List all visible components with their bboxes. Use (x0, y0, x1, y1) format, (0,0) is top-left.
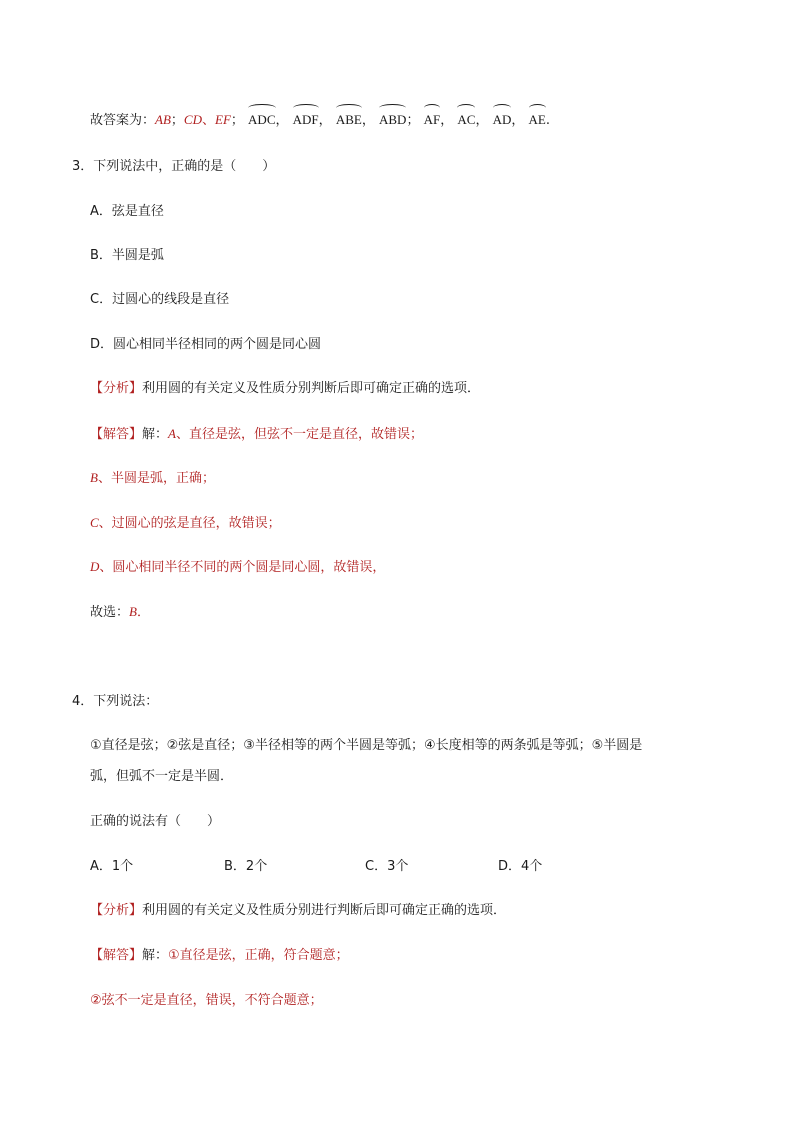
q3-option-d: D．圆心相同半径相同的两个圆是同心圆 (90, 337, 322, 352)
answer-line (90, 108, 550, 131)
q4-option-b: B．2个 (224, 859, 268, 874)
q3-solution-line-2 (90, 468, 215, 489)
analysis-tag: 【分析】 (90, 903, 143, 918)
q3-option-c: C．过圆心的线段是直径 (90, 292, 230, 307)
solution-letter: A (168, 426, 176, 441)
analysis-tag: 【分析】 (90, 381, 143, 396)
arc-label: AF (424, 108, 441, 130)
arc-label: AE (529, 108, 546, 130)
choose-letter: B (129, 604, 137, 619)
arc-semicolon: ； (406, 113, 420, 128)
arc-comma: ， (440, 113, 454, 128)
question-3-stem: 3．下列说法中，正确的是（ ） (72, 159, 276, 174)
answer-ab: AB (155, 112, 171, 127)
choose-prefix: 故选： (90, 605, 130, 620)
solution-tag: 【解答】 (90, 427, 143, 442)
solution-text: 、圆心相同半径不同的两个圆是同心圆，故错误， (99, 560, 386, 575)
q3-analysis (90, 379, 480, 399)
solution-prefix: 解： (142, 948, 169, 963)
q4-analysis (90, 901, 506, 921)
solution-text: ②弦不一定是直径，错误，不符合题意； (90, 993, 323, 1008)
q3-solution-line-3 (90, 513, 281, 534)
q3-solution-line-4 (90, 557, 385, 578)
q3-option-a: A．弦是直径 (90, 204, 164, 219)
arc-label: ABE (336, 108, 362, 130)
solution-text: 、直径是弦，但弦不一定是直径，故错误； (175, 427, 423, 442)
q4-statement-line-1: ①直径是弦；②弦是直径；③半径相等的两个半圆是等弧；④长度相等的两条弧是等弧；⑤半圆是 (90, 738, 643, 753)
arc-label: ADC (248, 108, 275, 130)
solution-letter: B (90, 470, 98, 485)
arc-label: AD (493, 108, 512, 130)
solution-text: ①直径是弦，正确，符合题意； (168, 948, 349, 963)
arc-comma: ， (361, 113, 375, 128)
arc-label: ABD (379, 108, 406, 130)
arc-comma: ， (275, 113, 289, 128)
solution-letter: D (90, 559, 100, 574)
q4-option-a: A．1个 (90, 859, 134, 874)
q4-option-c: C．3个 (365, 859, 409, 874)
answer-end: . (545, 113, 551, 128)
q3-choose (90, 602, 150, 623)
analysis-text: 利用圆的有关定义及性质分别进行判断后即可确定正确的选项． (142, 903, 507, 918)
solution-tag: 【解答】 (90, 948, 143, 963)
q3-solution-line-1 (90, 424, 423, 445)
question-4-stem: 4．下列说法： (72, 694, 159, 709)
choose-end: ． (136, 605, 150, 620)
answer-sep: ； (230, 113, 244, 128)
arc-comma: ， (475, 113, 489, 128)
q3-option-b: B．半圆是弧 (90, 248, 164, 263)
q4-option-d: D．4个 (498, 859, 543, 874)
q4-solution-line-2 (90, 991, 323, 1011)
q4-question: 正确的说法有（ ） (90, 814, 221, 829)
q4-statement-line-2: 弧，但弧不一定是半圆． (90, 769, 234, 784)
answer-dunhao: 、 (201, 113, 215, 128)
answer-prefix: 故答案为： (90, 113, 156, 128)
solution-text: 、过圆心的弦是直径，故错误； (98, 516, 281, 531)
answer-sep: ； (170, 113, 184, 128)
arc-label: ADF (293, 108, 319, 130)
solution-text: 、半圆是弧，正确； (97, 471, 215, 486)
q4-solution-line-1 (90, 946, 349, 966)
arc-comma: ， (318, 113, 332, 128)
arc-label: AC (457, 108, 475, 130)
answer-cd: CD (183, 112, 202, 127)
solution-letter: C (90, 515, 99, 530)
arc-comma: ， (511, 113, 525, 128)
solution-prefix: 解： (142, 427, 169, 442)
analysis-text: 利用圆的有关定义及性质分别判断后即可确定正确的选项． (142, 381, 481, 396)
answer-ef: EF (215, 112, 231, 127)
